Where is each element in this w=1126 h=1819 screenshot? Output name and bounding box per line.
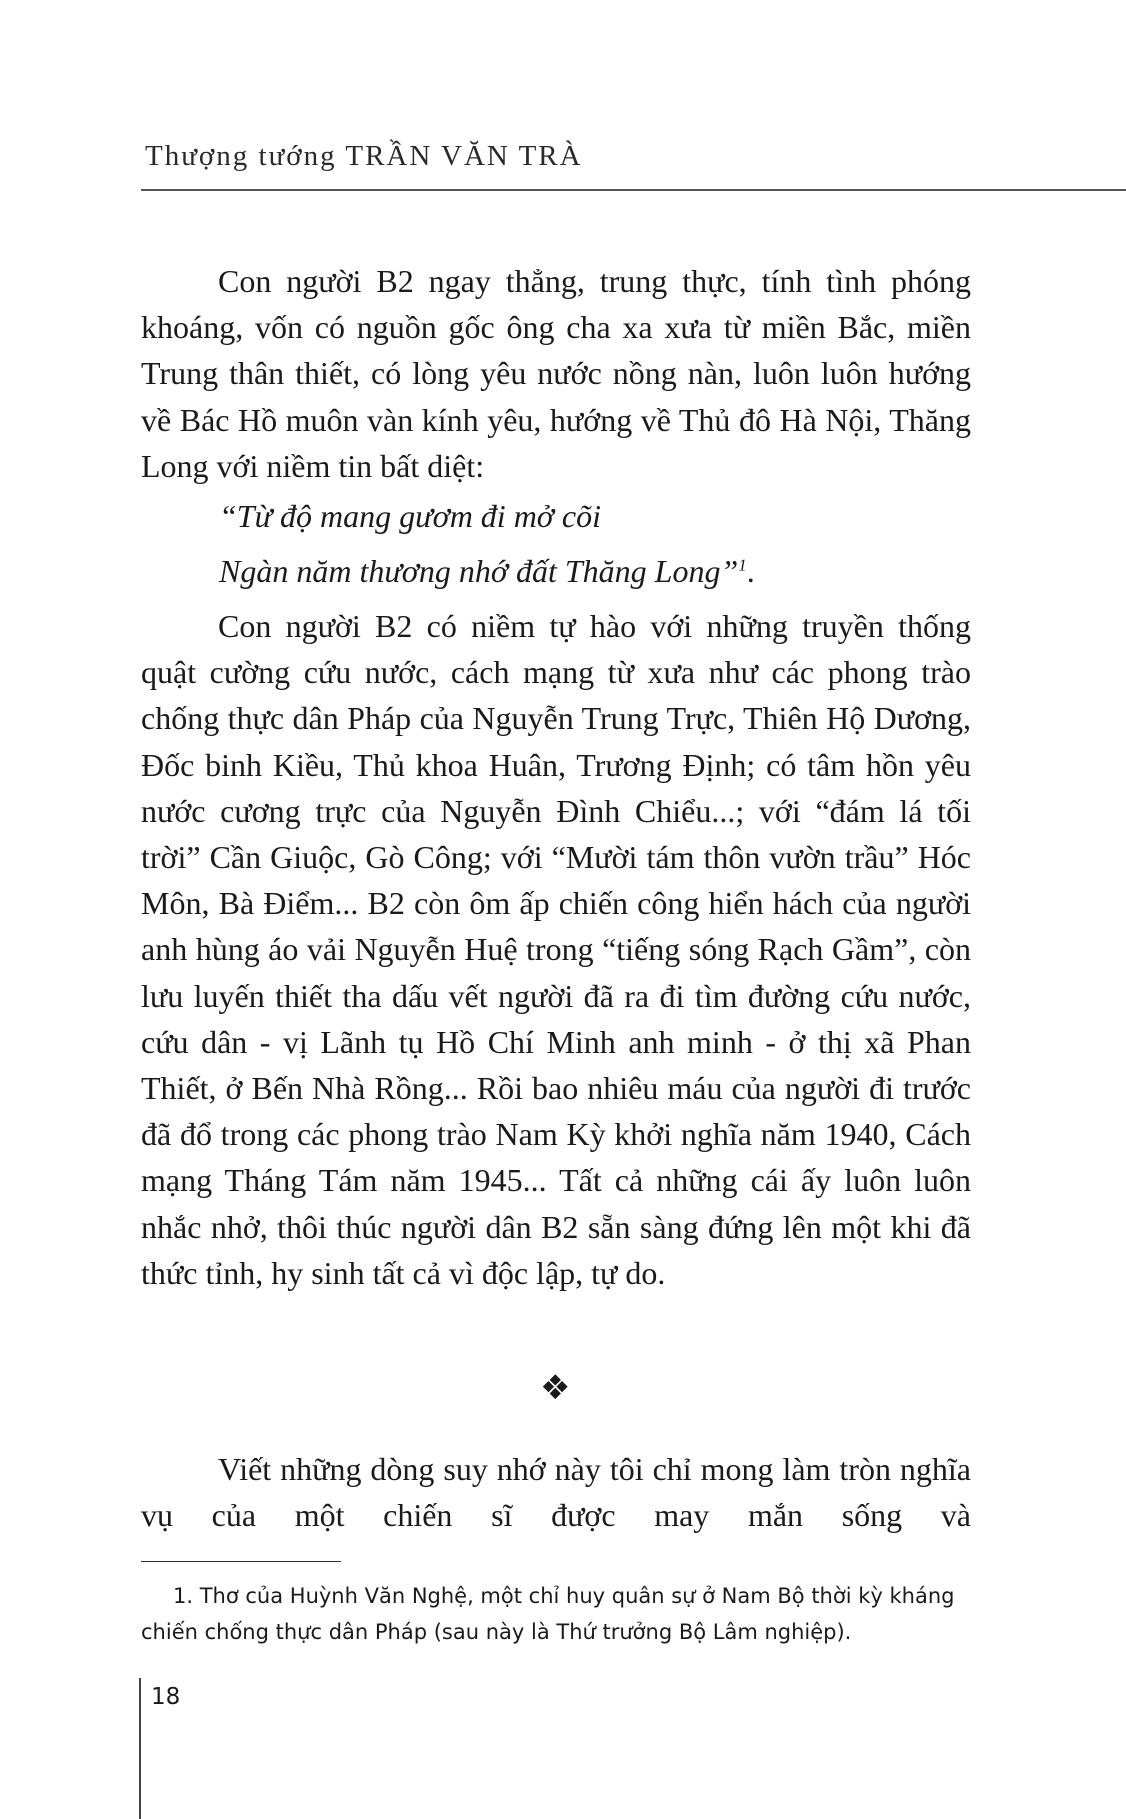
paragraph-1: [141, 258, 971, 489]
paragraph-2: [141, 603, 971, 1296]
paragraph-3-text: Viết những dòng suy nhớ này tôi chỉ mong làm tròn nghĩa vụ của một chiến sĩ được may mắn sống và: [141, 1451, 971, 1534]
footnote-1: 1. Thơ của Huỳnh Văn Nghệ, một chỉ huy quân sự ở Nam Bộ thời kỳ kháng chiến chống thực dân Pháp (sau này là Thứ trưởng Bộ Lâm nghiệp).: [141, 1584, 955, 1644]
paragraph-2-text: Con người B2 có niềm tự hào với những truyền thống quật cường cứu nước, cách mạng từ xưa như các phong trào chống thực dân Pháp của Nguyễn Trung Trực, Thiên Hộ Dương, Đốc binh Kiều, Thủ khoa Huân, Trương Định; có tâm hồn yêu nước cương trực của Nguyễn Đình Chiểu...; với “đám lá tối trời” Cần Giuộc, Gò Công; với “Mười tám thôn vườn trầu” Hóc Môn, Bà Điểm... B2 còn ôm ấp chiến công hiển hách của người anh hùng áo vải Nguyễn Huệ trong “tiếng sóng Rạch Gầm”, còn lưu luyến thiết tha dấu vết người đã ra đi tìm đường cứu nước, cứu dân - vị Lãnh tụ Hồ Chí Minh anh minh - ở thị xã Phan Thiết, ở Bến Nhà Rồng... Rồi bao nhiêu máu của người đi trước đã đổ trong các phong trào Nam Kỳ khởi nghĩa năm 1940, Cách mạng Tháng Tám năm 1945... Tất cả những cái ấy luôn luôn nhắc nhở, thôi thúc người dân B2 sẵn sàng đứng lên một khi đã thức tỉnh, hy sinh tất cả vì độc lập, tự do.: [141, 608, 971, 1291]
paragraph-3: [141, 1446, 971, 1538]
verse-line-2-text: Ngàn năm thương nhớ đất Thăng Long”: [219, 553, 739, 589]
section-break-ornament: ❖: [540, 1368, 571, 1408]
header-rule: [141, 189, 1126, 191]
verse-line-2: [219, 553, 755, 590]
running-header-title: Thượng tướng TRẦN VĂN TRÀ: [145, 140, 583, 172]
verse-line-1: “Từ độ mang gươm đi mở cõi: [219, 498, 601, 534]
footnote-reference: 1: [738, 555, 747, 575]
verse-line-2-end: .: [746, 553, 755, 589]
paragraph-1-text: Con người B2 ngay thẳng, trung thực, tính tình phóng khoáng, vốn có nguồn gốc ông cha xa xưa từ miền Bắc, miền Trung thân thiết, có lòng yêu nước nồng nàn, luôn luôn hướng về Bác Hồ muôn vàn kính yêu, hướng về Thủ đô Hà Nội, Thăng Long với niềm tin bất diệt:: [141, 263, 971, 484]
page-number: 18: [151, 1684, 181, 1710]
footnote-rule: [141, 1561, 341, 1562]
page-number-rule: [139, 1678, 141, 1819]
